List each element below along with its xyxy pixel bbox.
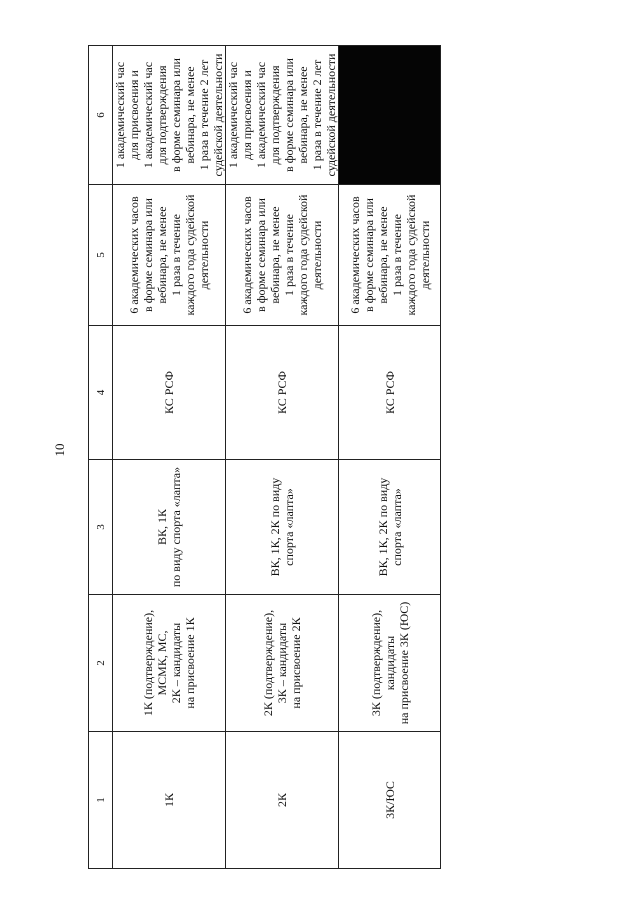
category-cell: 1К [113, 732, 226, 869]
header-cell-1: 1 [89, 732, 113, 869]
table-row-2k [226, 46, 339, 869]
candidates-cell: 2К (подтверждение), 3К – кандидаты на присвоение 2К [226, 595, 339, 732]
category-cell: 2К [226, 732, 339, 869]
table-row-3k-ys [339, 46, 441, 869]
organizer-cell: КС РСФ [226, 326, 339, 460]
header-cell-3: 3 [89, 460, 113, 595]
lecturers-cell: ВК, 1К, 2К по виду спорта «лапта» [339, 460, 441, 595]
header-row [89, 46, 113, 869]
document-table-container [88, 46, 432, 869]
training-volume-cell: 6 академических часов в форме семинара или вебинара, не менее 1 раза в течение каждого года судейской деятельности [339, 185, 441, 326]
organizer-cell: КС РСФ [113, 326, 226, 460]
header-cell-4: 4 [89, 326, 113, 460]
organizer-cell: КС РСФ [339, 326, 441, 460]
page-number: 10 [52, 443, 67, 457]
table-row-1k [113, 46, 226, 869]
exam-cell: 1 академический час для присвоения и 1 академический час для подтверждения в форме семинара или вебинара, не менее 1 раза в течение 2 лет судейской деятельности [113, 46, 226, 185]
judges-training-table [88, 45, 441, 869]
training-volume-cell: 6 академических часов в форме семинара или вебинара, не менее 1 раза в течение каждого года судейской деятельности [226, 185, 339, 326]
category-cell: 3К/ЮС [339, 732, 441, 869]
redacted-cell [339, 46, 441, 185]
lecturers-cell: ВК, 1К по виду спорта «лапта» [113, 460, 226, 595]
candidates-cell: 3К (подтверждение), кандидаты на присвоение 3К (ЮС) [339, 595, 441, 732]
header-cell-5: 5 [89, 185, 113, 326]
lecturers-cell: ВК, 1К, 2К по виду спорта «лапта» [226, 460, 339, 595]
training-volume-cell: 6 академических часов в форме семинара или вебинара, не менее 1 раза в течение каждого года судейской деятельности [113, 185, 226, 326]
header-cell-2: 2 [89, 595, 113, 732]
exam-cell: 1 академический час для присвоения и 1 академический час для подтверждения в форме семинара или вебинара, не менее 1 раза в течение 2 лет судейской деятельности [226, 46, 339, 185]
header-cell-6: 6 [89, 46, 113, 185]
candidates-cell: 1К (подтверждение), МСМК, МС, 2К – кандидаты на присвоение 1К [113, 595, 226, 732]
